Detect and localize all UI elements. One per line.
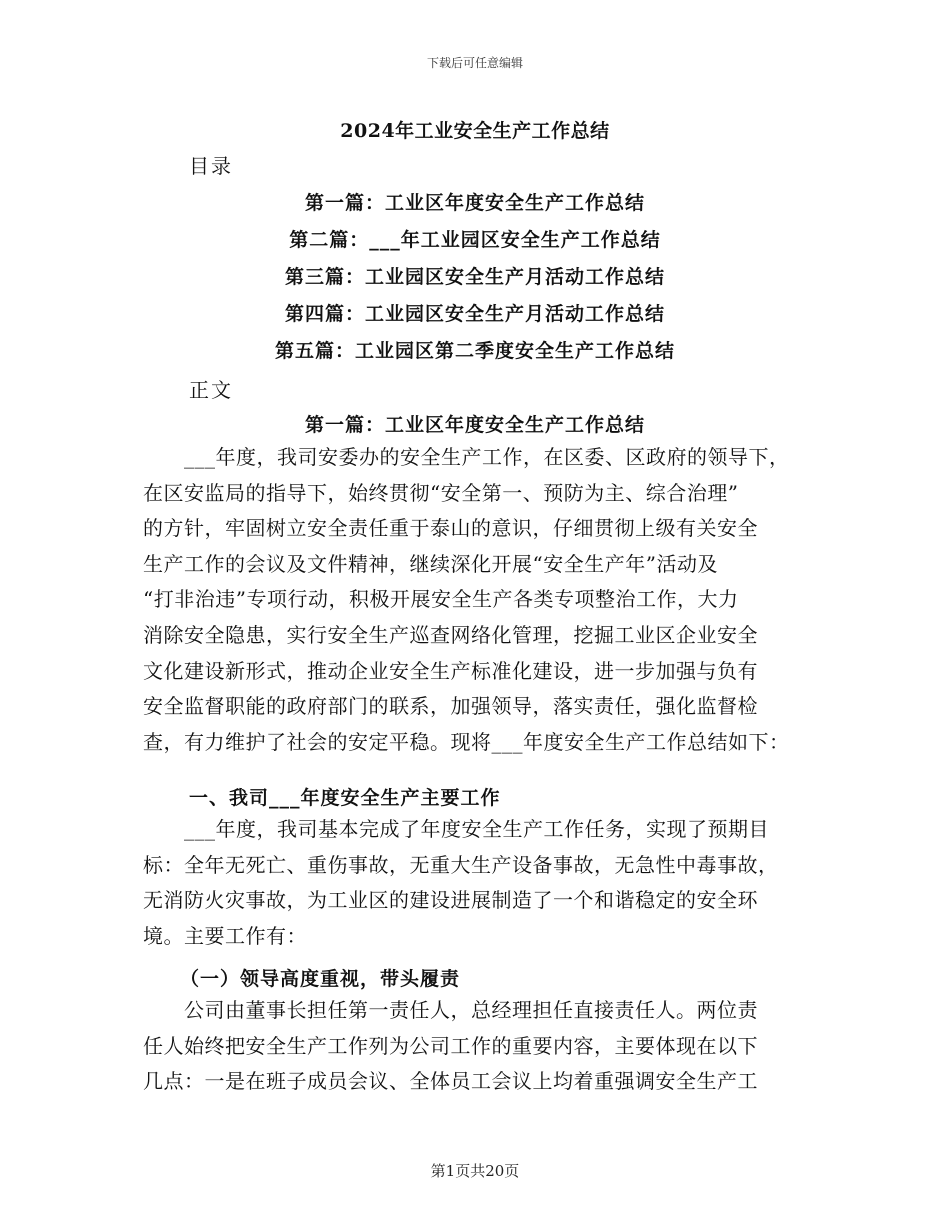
paragraph-line: ___年度，我司基本完成了年度安全生产工作任务，实现了预期目 <box>143 817 769 841</box>
paragraph-line: 公司由董事长担任第一责任人，总经理担任直接责任人。两位责 <box>143 998 758 1022</box>
paragraph-line: 消除安全隐患，实行安全生产巡查网络化管理，挖掘工业区企业安全 <box>143 622 758 647</box>
toc-item-4: 第四篇：工业园区安全生产月活动工作总结 <box>284 303 665 325</box>
paragraph-3 <box>143 993 823 1100</box>
toc-item-5: 第五篇：工业园区第二季度安全生产工作总结 <box>274 340 675 362</box>
paragraph-line: 境。主要工作有： <box>143 923 307 948</box>
toc-item-3: 第三篇：工业园区安全生产月活动工作总结 <box>284 266 665 288</box>
paragraph-line: 文化建设新形式，推动企业安全生产标准化建设，进一步加强与负有 <box>143 658 758 683</box>
toc-item-1: 第一篇：工业区年度安全生产工作总结 <box>304 192 645 214</box>
page-footer: 第1页共20页 <box>430 1162 520 1180</box>
paragraph-line: 安全监督职能的政府部门的联系，加强领导，落实责任，强化监督检 <box>143 694 758 719</box>
paragraph-line: 任人始终把安全生产工作列为公司工作的重要内容，主要体现在以下 <box>143 1033 758 1058</box>
toc-item-2: 第二篇：___年工业园区安全生产工作总结 <box>289 229 661 251</box>
paragraph-line: ___年度，我司安委办的安全生产工作，在区委、区政府的领导下， <box>143 445 790 469</box>
page-header-note: 下载后可任意编辑 <box>426 56 523 70</box>
paragraph-line: 的方针，牢固树立安全责任重于泰山的意识，仔细贯彻上级有关安全 <box>143 516 758 541</box>
body-label: 正文 <box>189 378 233 402</box>
paragraph-line: 标：全年无死亡、重伤事故，无重大生产设备事故，无急性中毒事故， <box>143 852 779 877</box>
paragraph-line: 几点：一是在班子成员会议、全体员工会议上均着重强调安全生产工 <box>143 1069 758 1094</box>
paragraph-line: 生产工作的会议及文件精神，继续深化开展“安全生产年”活动及 <box>143 551 718 576</box>
heading-2: （一）领导高度重视，带头履责 <box>180 968 461 990</box>
paragraph-1 <box>143 440 823 760</box>
section-title: 第一篇：工业区年度安全生产工作总结 <box>304 414 645 436</box>
toc-label: 目录 <box>189 154 233 178</box>
document-title: 2024年工业安全生产工作总结 <box>340 120 610 142</box>
paragraph-line: 查，有力维护了社会的安定平稳。现将___年度安全生产工作总结如下： <box>143 729 790 754</box>
paragraph-line: “打非治违”专项行动，积极开展安全生产各类专项整治工作，大力 <box>143 587 739 612</box>
heading-1: 一、我司___年度安全生产主要工作 <box>189 787 501 809</box>
paragraph-line: 无消防火灾事故，为工业区的建设进展制造了一个和谐稳定的安全环 <box>143 888 758 913</box>
paragraph-2 <box>143 812 823 954</box>
paragraph-line: 在区安监局的指导下，始终贯彻“安全第一、预防为主、综合治理” <box>143 480 739 505</box>
